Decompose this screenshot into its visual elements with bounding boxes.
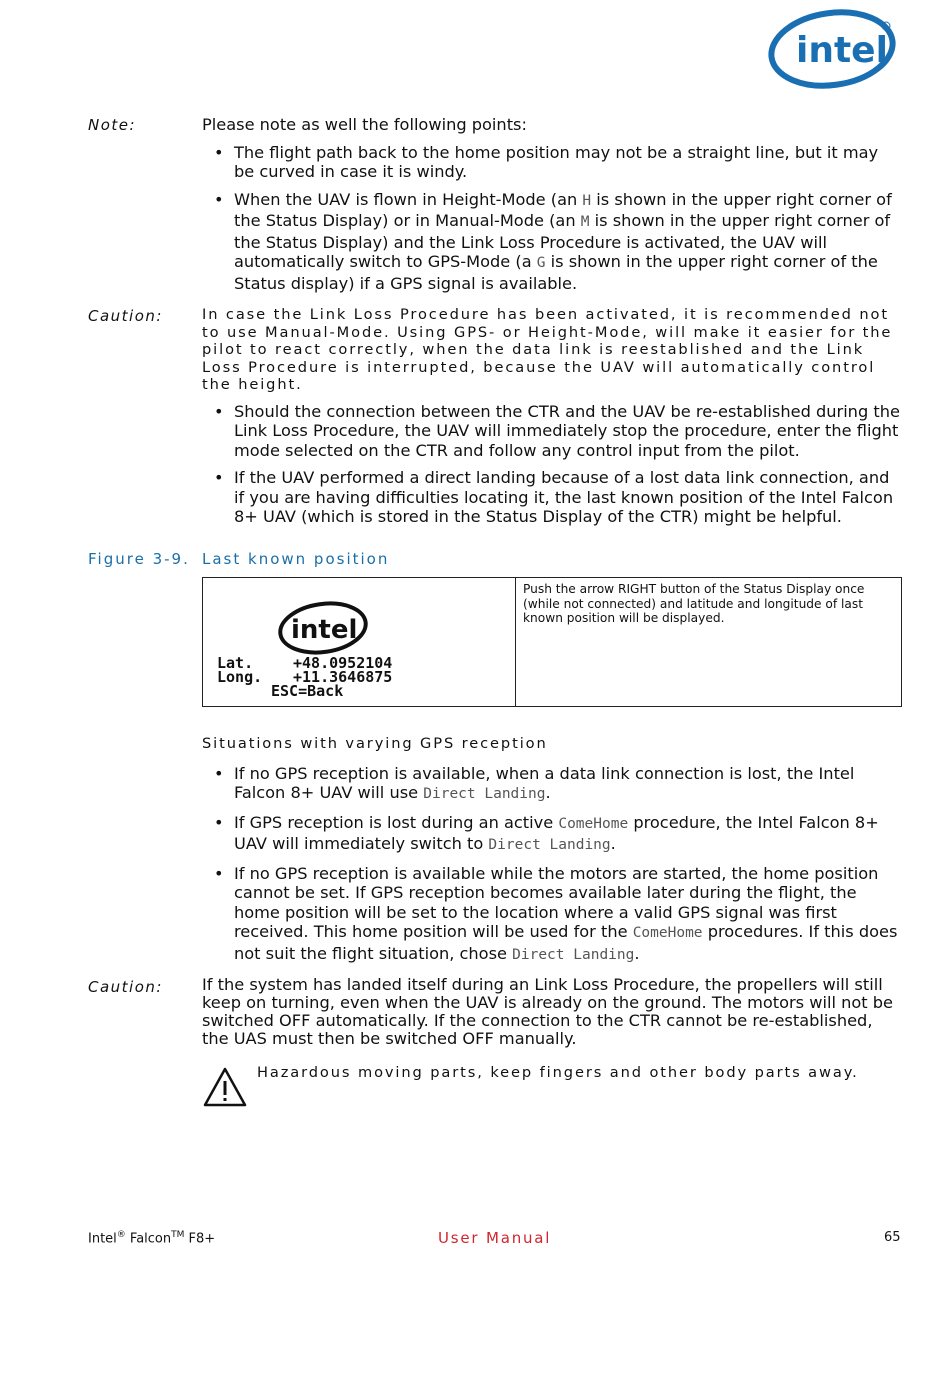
lcd-long-label: Long. [217, 668, 263, 686]
caution-label-1: Caution: [88, 307, 163, 325]
figure-number: Figure 3-9. [88, 550, 190, 568]
note-bullet-1: • The flight path back to the home position may not be a straight line, but it may be curved in case it is windy. [202, 143, 902, 182]
figure-title: Last known position [202, 550, 390, 568]
caution-block-1 [202, 306, 902, 535]
note-label: Note: [88, 116, 137, 134]
figure-caption: Push the arrow RIGHT button of the Status Display once (while not connected) and latitude and longitude of last known position will be displayed. [523, 582, 865, 625]
situations-block [202, 735, 902, 973]
lcd-esc: ESC=Back [271, 682, 344, 700]
caution1-bullet-2: • If the UAV performed a direct landing because of a lost data link connection, and if you are having difficulties locating it, the last known position of the Intel Falcon 8+ UAV (which is stored in the Status Display of the CTR) might be helpful. [202, 468, 902, 527]
lcd-lat-label: Lat. [217, 654, 254, 672]
lcd-lat-value: +48.0952104 [293, 654, 393, 672]
note-block [202, 115, 902, 301]
caution-label-2: Caution: [88, 978, 163, 996]
footer-product: Intel® Falcon™ F8+ [88, 1230, 216, 1247]
note-bullet-2: • When the UAV is flown in Height-Mode (an H is shown in the upper right corner of the Status Display) or in Manual-Mode (an M is shown in the upper right corner of the Status Display) and the Link Loss Procedure is activated, the UAV will automatically switch to GPS-Mode (a G is shown in the upper right corner of the Status display) if a GPS signal is available. [202, 190, 902, 294]
footer-title: User Manual [438, 1229, 552, 1247]
note-intro: Please note as well the following points: [202, 115, 527, 134]
lcd-intel-logo [277, 598, 371, 656]
status-display-image [203, 578, 516, 706]
situations-bullet-3: • If no GPS reception is available while the motors are started, the home position cannot be set. If GPS reception becomes available later during the flight, the home position will be set to the location where a valid GPS signal was first received. This home position will be used for the ComeHome procedures. If this does not suit the flight situation, chose Direct Landing. [202, 864, 902, 966]
intel-logo-text: intel [796, 30, 888, 71]
caution-text-1: In case the Link Loss Procedure has been activated, it is recommended not to use Manual-Mode. Using GPS- or Height-Mode, will make it easier for the pilot to react correctly, when the data link is reestablished and the Link Loss Procedure is interrupted, because the UAV will automatically control the height. [202, 306, 893, 394]
svg-text:intel: intel [291, 615, 358, 645]
situations-heading: Situations with varying GPS reception [202, 735, 548, 752]
situations-bullet-1: • If no GPS reception is available, when a data link connection is lost, the Intel Falcon 8+ UAV will use Direct Landing. [202, 764, 902, 805]
warning-text: Hazardous moving parts, keep fingers and other body parts away. [257, 1064, 859, 1081]
caution1-bullet-1: • Should the connection between the CTR and the UAV be re-established during the Link Loss Procedure, the UAV will immediately stop the procedure, enter the flight mode selected on the CTR and follow any control input from the pilot. [202, 402, 902, 461]
page-number: 65 [884, 1230, 901, 1245]
situations-bullet-2: • If GPS reception is lost during an active ComeHome procedure, the Intel Falcon 8+ UAV will immediately switch to Direct Landing. [202, 813, 902, 856]
figure-table [202, 577, 902, 707]
caution-text-2: If the system has landed itself during an Link Loss Procedure, the propellers will still keep on turning, even when the UAV is already on the ground. The motors will not be switched OFF automatically. If the connection to the CTR cannot be re-established, the UAS must then be switched OFF manually. [202, 975, 894, 1048]
intel-logo [768, 4, 902, 90]
lcd-long-value: +11.3646875 [293, 668, 393, 686]
warning-triangle-icon [202, 1066, 248, 1108]
